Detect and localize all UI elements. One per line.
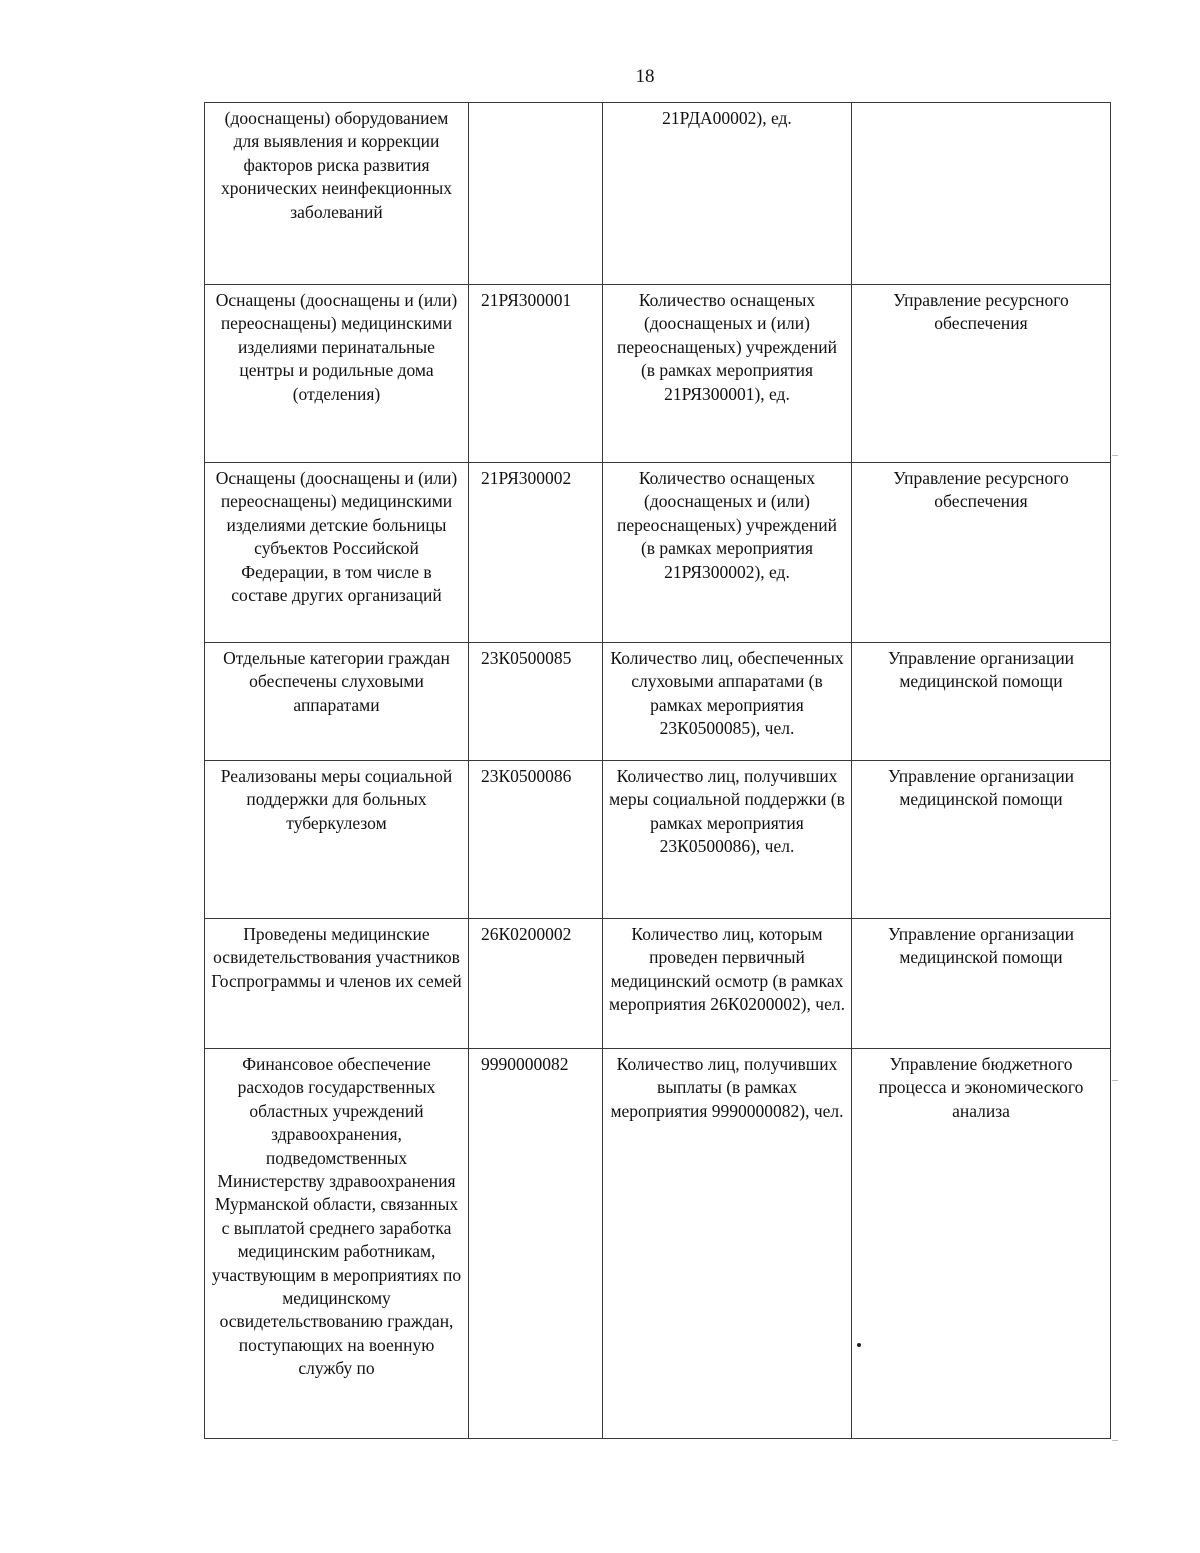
row-code-cell: 23К0500085: [469, 643, 603, 761]
row-department-cell: Управление организации медицинской помощи: [852, 761, 1111, 919]
row-indicator-cell: Количество лиц, обеспеченных слуховыми аппаратами (в рамках мероприятия 23К0500085), чел.: [603, 643, 852, 761]
row-code-cell: 21РЯ300002: [469, 463, 603, 643]
row-code-cell: 23К0500086: [469, 761, 603, 919]
row-department-cell: Управление ресурсного обеспечения: [852, 463, 1111, 643]
row-department-cell: Управление бюджетного процесса и экономического анализа: [852, 1049, 1111, 1439]
scan-margin-mark: [1112, 1440, 1118, 1441]
scan-speck: [857, 1343, 861, 1347]
row-code-cell: 9990000082: [469, 1049, 603, 1439]
table-row: [205, 643, 1111, 761]
row-code-cell: [469, 103, 603, 285]
row-indicator-cell: Количество лиц, которым проведен первичный медицинский осмотр (в рамках мероприятия 26К0200002), чел.: [603, 919, 852, 1049]
row-department-cell: Управление организации медицинской помощи: [852, 643, 1111, 761]
table-row: [205, 103, 1111, 285]
row-department-cell: Управление ресурсного обеспечения: [852, 285, 1111, 463]
row-name-cell: Оснащены (дооснащены и (или) переоснащены) медицинскими изделиями детские больницы субъектов Российской Федерации, в том числе в составе других организаций: [205, 463, 469, 643]
table-row: [205, 285, 1111, 463]
table-row: [205, 463, 1111, 643]
table-row: [205, 1049, 1111, 1439]
row-name-cell: Отдельные категории граждан обеспечены слуховыми аппаратами: [205, 643, 469, 761]
row-indicator-cell: Количество лиц, получивших меры социальной поддержки (в рамках мероприятия 23К0500086), чел.: [603, 761, 852, 919]
row-indicator-cell: Количество лиц, получивших выплаты (в рамках мероприятия 9990000082), чел.: [603, 1049, 852, 1439]
measures-table: [204, 102, 1111, 1439]
row-name-cell: (дооснащены) оборудованием для выявления и коррекции факторов риска развития хронических неинфекционных заболеваний: [205, 103, 469, 285]
page-number: 18: [635, 66, 655, 87]
row-indicator-cell: 21РДА00002), ед.: [603, 103, 852, 285]
table-row: [205, 761, 1111, 919]
row-name-cell: Оснащены (дооснащены и (или) переоснащены) медицинскими изделиями перинатальные центры и родильные дома (отделения): [205, 285, 469, 463]
row-code-cell: 21РЯ300001: [469, 285, 603, 463]
row-indicator-cell: Количество оснащеных (дооснащеных и (или) переоснащеных) учреждений (в рамках мероприятия 21РЯ300002), ед.: [603, 463, 852, 643]
row-name-cell: Реализованы меры социальной поддержки для больных туберкулезом: [205, 761, 469, 919]
row-department-cell: Управление организации медицинской помощи: [852, 919, 1111, 1049]
scan-margin-mark: [1112, 1080, 1118, 1081]
row-name-cell: Проведены медицинские освидетельствования участников Госпрограммы и членов их семей: [205, 919, 469, 1049]
row-indicator-cell: Количество оснащеных (дооснащеных и (или) переоснащеных) учреждений (в рамках мероприятия 21РЯ300001), ед.: [603, 285, 852, 463]
row-code-cell: 26К0200002: [469, 919, 603, 1049]
scan-margin-mark: [1112, 455, 1118, 456]
row-department-cell: [852, 103, 1111, 285]
table-row: [205, 919, 1111, 1049]
row-name-cell: Финансовое обеспечение расходов государственных областных учреждений здравоохранения, подведомственных Министерству здравоохранения Мурманской области, связанных с выплатой среднего заработка медицинским работникам, участвующим в мероприятиях по медицинскому освидетельствованию граждан, поступающих на военную службу по: [205, 1049, 469, 1439]
